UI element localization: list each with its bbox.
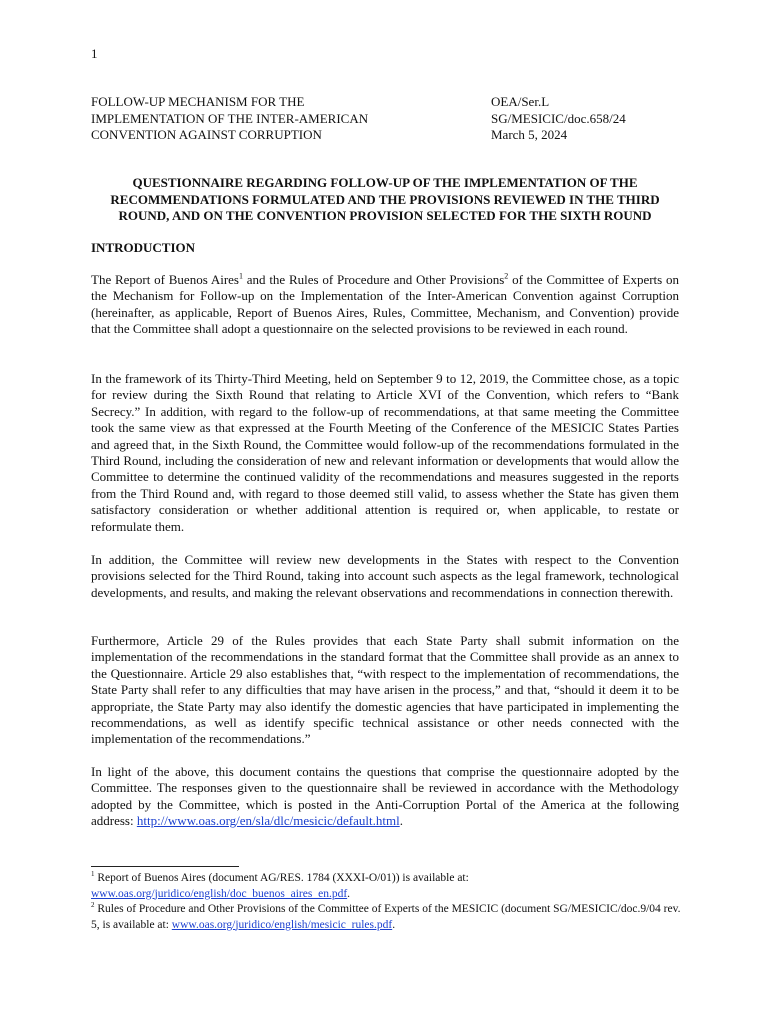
document-title [91,175,679,225]
header-left-line: IMPLEMENTATION OF THE INTER-AMERICAN [91,110,369,126]
paragraph-2: In the framework of its Thirty-Third Meeting, held on September 9 to 12, 2019, the Committee chose, as a topic for review during the Sixth Round that relating to Article XVI of the Convention, which refers to “Bank Secrecy.” In addition, with regard to the follow-up of recommendations, at that same meeting the Committee took the same view as that expressed at the Fourth Meeting of the Conference of the MESICIC States Parties and agreed that, in the Sixth Round, the Committee would follow-up of the recommendations formulated in the Third Round, including the consideration of new and relevant information or developments that would allow the Committee to determine the continued validity of the recommendations and measures suggested in the reports from the Third Round and, with regard to those deemed still valid, to assess whether the State has given them satisfactory consideration or whether additional attention is required or, when applicable, to restate or reformulate them. [91,371,679,534]
buenos-aires-report-link[interactable]: www.oas.org/juridico/english/doc_buenos_aires_en.pdf [91,887,348,900]
footnote-2-end: . [392,918,396,931]
document-code: SG/MESICIC/doc.658/24 [491,110,626,126]
footnote-number: 1 [91,870,95,879]
section-heading-introduction: INTRODUCTION [91,240,196,255]
page-number: 1 [91,46,98,61]
header-left-block [91,94,368,144]
header-right-block [491,94,626,144]
footnote-2-text: Rules of Procedure and Other Provisions of the Committee of Experts of the MESICIC (document SG/MESICIC/doc.9/04 rev. 5, is available at: [91,903,681,931]
paragraph-5 [91,764,679,830]
footnote-2 [91,902,691,933]
footnotes [91,871,691,933]
footnote-1-text: Report of Buenos Aires (document AG/RES. 1784 (XXXI-O/01)) is available at: [94,872,469,884]
paragraph-1-text-a: The Report of Buenos Aires [91,272,239,287]
paragraph-1 [91,272,679,338]
document-date: March 5, 2024 [491,127,568,142]
paragraph-5-end: . [399,813,403,829]
document-series: OEA/Ser.L [491,94,550,109]
paragraph-3: In addition, the Committee will review new developments in the States with respect to the Convention provisions selected for the Third Round, taking into account such aspects as the legal framework, technological developments, and results, and making the relevant observations and recommendations in connection therewith. [91,552,679,600]
footnote-ref-2[interactable]: 2 [504,271,509,281]
footnote-1-end: . [347,887,351,900]
paragraph-5-text: In light of the above, this document contains the questions that comprise the questionnaire adopted by the Committee. The responses given to the questionnaire shall be reviewed in accordance with the Methodology adopted by the Committee, which is posted in the Anti-Corruption Portal of the America at the following address: [91,764,679,829]
footnote-ref-1[interactable]: 1 [238,271,243,281]
header-left-line: FOLLOW-UP MECHANISM FOR THE [91,94,305,109]
footnote-separator [91,866,239,867]
footnote-number: 2 [91,901,95,910]
paragraph-1-text-c: of the Committee of Experts on the Mechanism for Follow-up on the Implementation of the Inter-American Convention against Corruption (hereinafter, as applicable, Report of Buenos Aires, Rules, Committee, Mechanism, and Convention) provide that the Committee shall adopt a questionnaire on the selected provisions to be reviewed in each round. [91,272,679,337]
mesicic-rules-link[interactable]: www.oas.org/juridico/english/mesicic_rules.pdf [171,918,393,931]
footnote-1 [91,871,691,902]
title-line: QUESTIONNAIRE REGARDING FOLLOW-UP OF THE IMPLEMENTATION OF THE [132,175,638,190]
header-left-line: CONVENTION AGAINST CORRUPTION [91,127,322,142]
title-line: ROUND, AND ON THE CONVENTION PROVISION SELECTED FOR THE SIXTH ROUND [118,208,652,223]
paragraph-1-text-b: and the Rules of Procedure and Other Provisions [242,272,505,287]
mesicic-portal-link[interactable]: http://www.oas.org/en/sla/dlc/mesicic/default.html [136,813,400,829]
title-line: RECOMMENDATIONS FORMULATED AND THE PROVISIONS REVIEWED IN THE THIRD [110,191,660,207]
paragraph-4: Furthermore, Article 29 of the Rules provides that each State Party shall submit information on the implementation of the recommendations in the standard format that the Committee shall provide as an annex to the Questionnaire. Article 29 also establishes that, “with respect to the implementation of recommendations, the State Party shall refer to any difficulties that may have arisen in the process,” and that, “should it deem it to be appropriate, the State Party may also identify the domestic agencies that have participated in implementing the recommendations, as well as identify specific technical assistance or other needs connected with the implementation of the recommendations.” [91,633,679,747]
